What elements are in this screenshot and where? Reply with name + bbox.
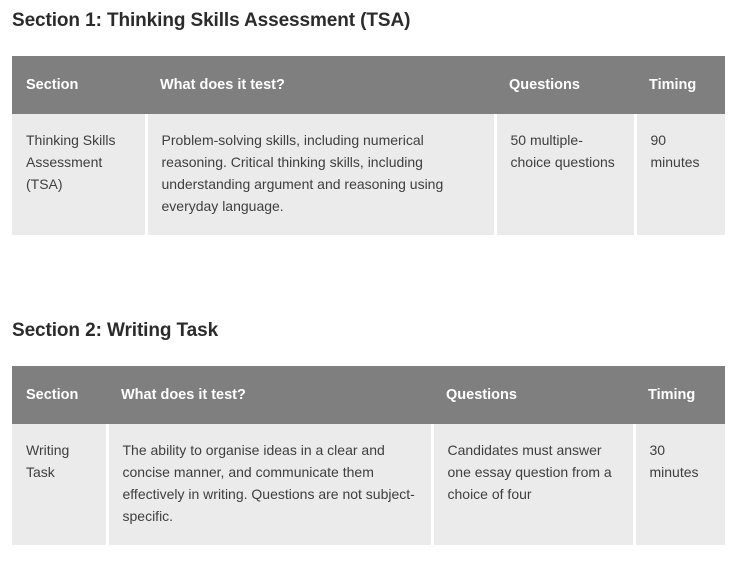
table-header-row	[12, 366, 725, 424]
column-header-timing: Timing	[634, 366, 725, 424]
column-header-questions: Questions	[495, 56, 635, 114]
column-header-timing: Timing	[635, 56, 725, 114]
section-2-table	[12, 366, 725, 545]
cell-timing: 90 minutes	[635, 114, 725, 235]
section-block-tsa	[12, 0, 725, 235]
cell-timing: 30 minutes	[634, 424, 725, 545]
section-block-writing-task	[12, 310, 725, 545]
section-2-heading: Section 2: Writing Task	[12, 320, 219, 341]
table-header-row	[12, 56, 725, 114]
cell-what-does-it-test: Problem-solving skills, including numerical reasoning. Critical thinking skills, including understanding argument and reasoning using everyday language.	[146, 114, 495, 235]
cell-section: Writing Task	[12, 424, 107, 545]
cell-what-does-it-test: The ability to organise ideas in a clear and concise manner, and communicate them effectively in writing. Questions are not subject-specific.	[107, 424, 432, 545]
column-header-what-does-it-test: What does it test?	[107, 366, 432, 424]
section-1-heading: Section 1: Thinking Skills Assessment (TSA)	[12, 10, 411, 31]
column-header-section: Section	[12, 366, 107, 424]
section-1-table	[12, 56, 725, 235]
table-row	[12, 114, 725, 235]
column-header-what-does-it-test: What does it test?	[146, 56, 495, 114]
cell-questions: Candidates must answer one essay question from a choice of four	[432, 424, 634, 545]
column-header-section: Section	[12, 56, 146, 114]
cell-section: Thinking Skills Assessment (TSA)	[12, 114, 146, 235]
cell-questions: 50 multiple-choice questions	[495, 114, 635, 235]
column-header-questions: Questions	[432, 366, 634, 424]
table-row	[12, 424, 725, 545]
